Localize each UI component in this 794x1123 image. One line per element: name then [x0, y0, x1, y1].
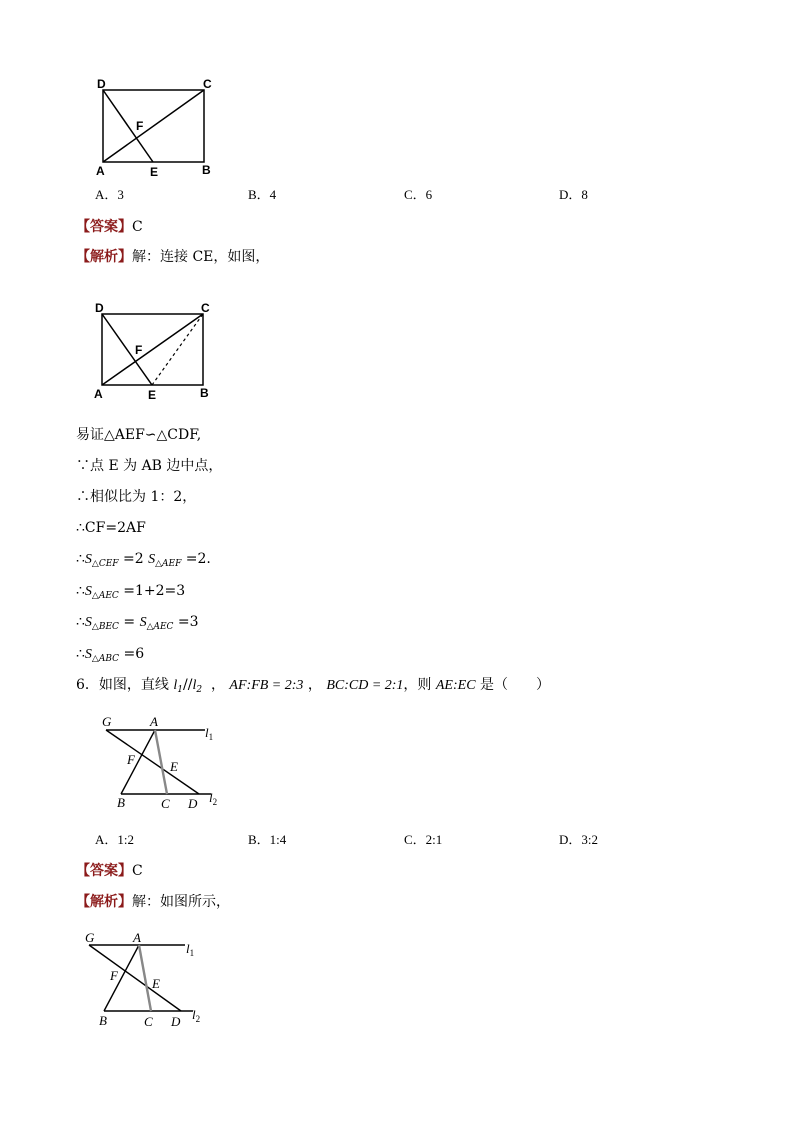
- step-line-3: ∴相似比为 1：2，: [76, 489, 197, 505]
- area-symbol: S: [84, 615, 92, 630]
- option-a: A．1:2: [95, 832, 135, 847]
- answer-tag: 【答案】: [76, 863, 132, 879]
- therefore-symbol: ∴: [76, 551, 85, 567]
- equals-part: =: [123, 614, 136, 630]
- area-subscript: △CEF: [91, 559, 119, 569]
- label-f: F: [135, 343, 143, 357]
- label-e: E: [148, 388, 157, 402]
- label-g: G: [102, 714, 112, 729]
- label-d: D: [97, 77, 106, 91]
- label-a: A: [96, 164, 105, 178]
- area-symbol: S: [148, 552, 156, 567]
- line-l2-subscript: 2: [196, 685, 203, 695]
- equals-part: =6: [123, 646, 145, 662]
- step-line-4: ∴CF=2AF: [76, 520, 146, 536]
- label-g: G: [85, 930, 95, 945]
- label-c: C: [203, 77, 212, 91]
- label-e: E: [152, 976, 160, 991]
- area-subscript: △ABC: [91, 654, 120, 664]
- label-e: E: [170, 759, 178, 774]
- equals-part: =2: [123, 551, 144, 567]
- label-a: A: [133, 930, 141, 945]
- area-symbol: S: [84, 552, 92, 567]
- label-f: F: [136, 119, 144, 133]
- option-a: A．3: [95, 187, 124, 202]
- area-subscript: △AEF: [155, 559, 182, 569]
- label-l2: $l_2$: [209, 790, 218, 807]
- label-b: B: [200, 386, 209, 400]
- option-d: D．8: [559, 187, 588, 202]
- therefore-symbol: ∴: [76, 646, 85, 662]
- therefore-symbol: ∴: [76, 614, 85, 630]
- line-l1: l: [173, 678, 178, 693]
- label-c: C: [161, 796, 170, 811]
- question-then: ，则: [403, 677, 432, 693]
- condition-2: BC:CD = 2:1: [326, 678, 404, 693]
- area-symbol: S: [84, 584, 92, 599]
- label-a: A: [150, 714, 158, 729]
- label-f: F: [110, 968, 118, 983]
- question-6: 6．如图，直线 $l_1//l_2$ ， AF:FB = 2:3 ， BC:CD = 2:1，则 AE:EC 是（ ）: [76, 677, 550, 695]
- label-d: D: [95, 301, 104, 315]
- option-d: D．3:2: [559, 832, 599, 847]
- label-c: C: [144, 1014, 153, 1029]
- question-end: 是（ ）: [479, 677, 550, 693]
- area-symbol: S: [84, 647, 92, 662]
- label-b: B: [99, 1013, 107, 1028]
- option-c: C．6: [404, 187, 433, 202]
- option-c: C．2:1: [404, 832, 443, 847]
- label-l1: $l_1$: [186, 941, 195, 958]
- area-symbol: S: [139, 615, 147, 630]
- answer-value: C: [132, 219, 143, 235]
- area-subscript: △AEC: [91, 591, 119, 601]
- equals-part: =3: [177, 614, 199, 630]
- label-d: D: [188, 796, 198, 811]
- analysis-tag: 【解析】: [76, 894, 132, 910]
- label-f: F: [127, 752, 135, 767]
- question-number: 6．如图，直线: [76, 677, 169, 693]
- area-subscript: △AEC: [146, 622, 174, 632]
- analysis-text: 解：连接 CE，如图，: [132, 249, 270, 265]
- label-e: E: [150, 165, 159, 179]
- analysis-text: 解：如图所示，: [132, 894, 230, 910]
- area-subscript: △BEC: [91, 622, 119, 632]
- analysis-tag: 【解析】: [76, 249, 132, 265]
- step-line-1: 易证△AEF∽△CDF,: [76, 427, 202, 443]
- option-b: B．4: [248, 187, 277, 202]
- label-d: D: [171, 1014, 181, 1029]
- label-b: B: [117, 795, 125, 810]
- option-b: B．1:4: [248, 832, 287, 847]
- label-c: C: [201, 301, 210, 315]
- step-line-2: ∵点 E 为 AB 边中点，: [76, 458, 223, 474]
- question-ask: AE:EC: [435, 678, 476, 693]
- line-l2: l: [192, 678, 197, 693]
- answer-tag: 【答案】: [76, 219, 132, 235]
- equals-part: =2.: [185, 551, 211, 567]
- label-a: A: [94, 387, 103, 401]
- answer-value: C: [132, 863, 143, 879]
- parallel-symbol: //: [183, 677, 193, 693]
- label-l2: $l_2$: [192, 1007, 201, 1024]
- equals-part: =1+2=3: [123, 583, 186, 599]
- line-l1-subscript: 1: [177, 685, 183, 695]
- condition-1: AF:FB = 2:3: [229, 678, 304, 693]
- label-l1: $l_1$: [205, 725, 214, 742]
- therefore-symbol: ∴: [76, 583, 85, 599]
- label-b: B: [202, 163, 211, 177]
